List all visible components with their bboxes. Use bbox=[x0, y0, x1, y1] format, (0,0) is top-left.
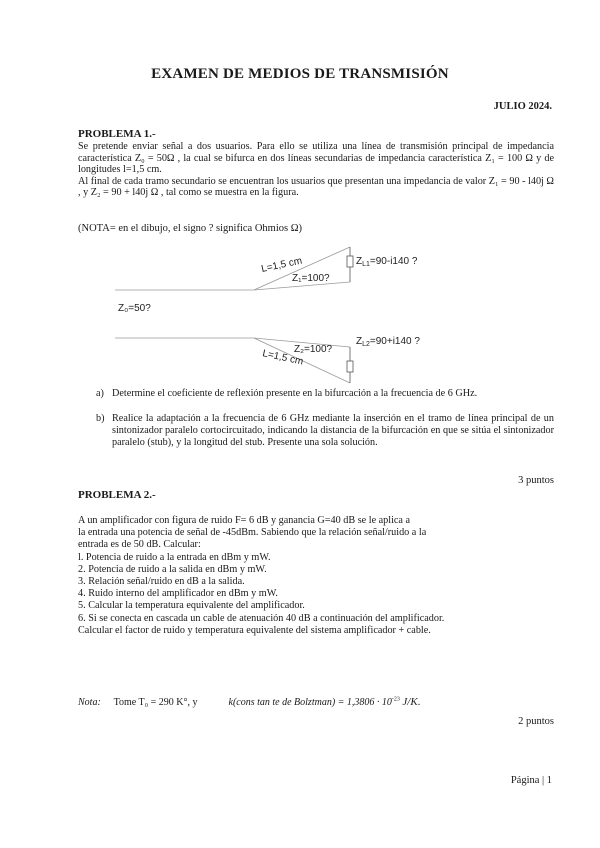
branch2-impedance-label: Z₂=100? bbox=[294, 344, 333, 355]
problem2-line: A un amplificador con figura de ruido F= 6 dB y ganancia G=40 dB se le aplica a bbox=[78, 515, 411, 526]
problem2-line: l. Potencia de ruido a la entrada en dBm y mW. bbox=[78, 551, 271, 563]
problem1-heading: PROBLEMA 1.- bbox=[78, 128, 156, 140]
load1-box bbox=[347, 256, 353, 267]
question-b-text: Realice la adaptación a la frecuencia de 6 GHz mediante la inserción en el tramo de línea principal de un sintonizador paralelo cortocircuitado, indicando la distancia de la bifurcación en que se sitúa el sintonizador paralelo (stub), y la longitud del stub. Presente una sola solución. bbox=[112, 413, 554, 448]
question-a-text: Determine el coeficiente de reflexión presente en la bifurcación a la frecuencia de 6 GHz. bbox=[112, 388, 478, 399]
page-title: EXAMEN DE MEDIOS DE TRANSMISIÓN bbox=[151, 66, 449, 82]
branch1-impedance-label: Z₁=100? bbox=[292, 273, 330, 284]
load2-box bbox=[347, 361, 353, 372]
load1-label: $Z_{L1}=90-i140$ ? bbox=[356, 256, 418, 268]
branch2-length-label: L=1,5 cm bbox=[261, 348, 305, 368]
problem2-line: 6. Si se conecta en cascada un cable de atenuación 40 dB a continuación del amplificador. bbox=[78, 612, 445, 624]
problem2-line: Calcular el factor de ruido y temperatura equivalente del sistema amplificador + cable. bbox=[78, 624, 431, 636]
problem2-line: la entrada una potencia de señal de -45dBm. Sabiendo que la relación señal/ruido a la bbox=[78, 527, 427, 539]
question-b bbox=[96, 413, 554, 449]
problem2-line: entrada es de 50 dB. Calcular: bbox=[78, 539, 201, 551]
question-b-label: b) bbox=[96, 413, 105, 424]
problem2-line: 3. Relación señal/ruido en dB a la salida. bbox=[78, 576, 245, 588]
problem2-line: 4. Ruido interno del amplificador en dBm y mW. bbox=[78, 588, 278, 600]
problem2-statement bbox=[78, 515, 538, 637]
problem2-line: 5. Calcular la temperatura equivalente del amplificador. bbox=[78, 600, 305, 612]
problem1-points: 3 puntos bbox=[518, 475, 554, 486]
branch1-length-label: L=1,5 cm bbox=[260, 255, 304, 275]
note-temperature: Tome T₀ = 290 K°, y bbox=[113, 697, 198, 708]
problem2-line: 2. Potencia de ruido a la salida en dBm y mW. bbox=[78, 563, 267, 575]
problem2-heading: PROBLEMA 2.- bbox=[78, 489, 156, 501]
note-exponent: -23 bbox=[391, 696, 400, 703]
load2-label: $Z_{L2}=90+i140$ ? bbox=[356, 336, 420, 348]
problem1-paragraph2: Al final de cada tramo secundario se encuentran los usuarios que presentan una impedancia de valor Z₁ = 90 - l40j Ω , y Z₂ = 90 + l40j Ω , tal como se muestra en la figura. bbox=[78, 175, 554, 198]
problem2-note: Nota: Tome T₀ = 290 K°, y k(cons tan te de Bolztman) = $1,3806 \cdot 10^{-23}$ J/K. bbox=[78, 696, 421, 708]
question-a-label: a) bbox=[96, 388, 104, 399]
note-unit: J/K bbox=[402, 696, 418, 708]
problem2-points: 2 puntos bbox=[518, 716, 554, 727]
note-boltzmann: k(cons tan te de Bolztman) = 1,3806 · 10 bbox=[228, 697, 392, 708]
exam-date: JULIO 2024. bbox=[493, 101, 552, 112]
question-a bbox=[96, 388, 554, 400]
problem1-note: (NOTA= en el dibujo, el signo ? significa Ohmios Ω) bbox=[78, 223, 303, 234]
main-line-impedance-label: Z₀=50? bbox=[118, 303, 151, 314]
problem1-paragraph1: Se pretende enviar señal a dos usuarios. Para ello se utiliza una línea de transmisión principal de impedancia característica Z₀ = 50Ω , la cual se bifurca en dos líneas secundarias de impedancia característica Z₁ = 100 Ω y de longitudes l=1,5 cm. bbox=[78, 141, 554, 175]
page-number: Página | 1 bbox=[510, 775, 552, 786]
note-label: Nota: bbox=[78, 697, 101, 708]
